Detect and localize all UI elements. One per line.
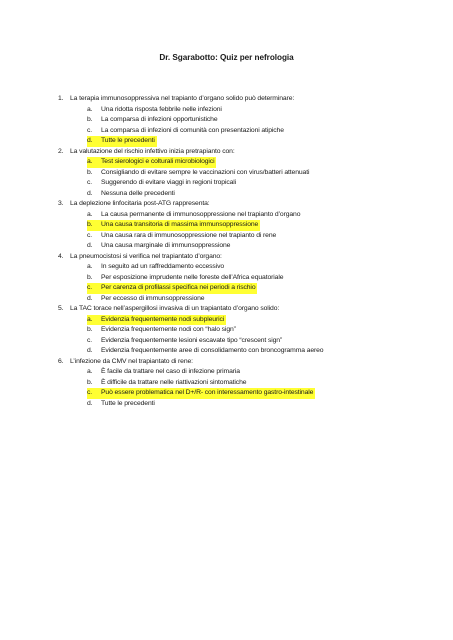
option-4c-highlighted [58,283,433,294]
question-number: 2. [58,147,64,155]
question-text: La TAC torace nell’aspergillosi invasiva di un trapiantato d’organo solido: [70,305,280,312]
question-4 [58,252,433,263]
option-text: Per carenza di profilassi specifica nei periodi a rischio [101,283,257,294]
option-5c [58,336,433,347]
question-text: La terapia immunosoppressiva nel trapianto d’organo solido può determinare: [70,95,295,102]
option-4a [58,262,433,273]
option-text: Evidenzia frequentemente aree di consolidamento con broncogramma aereo [101,347,324,354]
option-text: È facile da trattare nel caso di infezione primaria [101,368,240,375]
option-3c [58,231,433,242]
option-text: Una causa rara di immunosoppressione nel trapianto di rene [101,231,277,239]
option-6d [58,399,433,410]
question-number: 6. [58,357,64,365]
option-1c [58,126,433,137]
option-3a [58,210,433,221]
option-1b [58,115,433,126]
question-text: La deplezione linfocitaria post-ATG rappresenta: [70,200,210,207]
option-text: Evidenzia frequentemente lesioni escavate tipo “crescent sign” [101,336,283,344]
option-4b [58,273,433,284]
option-letter: b. [87,273,93,281]
option-6c-highlighted [58,388,433,399]
option-letter: b. [87,168,93,176]
option-letter: b. [87,116,93,123]
option-letter: a. [87,210,93,218]
option-text: Tutte le precedenti [101,136,157,147]
question-6 [58,357,433,368]
option-letter: c. [87,231,93,239]
document-title: Dr. Sgarabotto: Quiz per nefrologia [159,53,294,62]
option-letter: a. [87,368,93,375]
question-text: La valutazione del rischio infettivo inizia pretrapianto con: [70,147,235,155]
question-1 [58,94,433,105]
question-3 [58,199,433,210]
option-2b [58,168,433,179]
option-6b [58,378,433,389]
question-number: 5. [58,305,64,312]
option-letter: d. [87,242,93,249]
option-text: Nessuna delle precedenti [101,189,175,197]
question-number: 3. [58,200,64,207]
option-1a [58,105,433,116]
option-text: Test sierologici e colturali microbiologici [101,157,216,168]
option-2d [58,189,433,200]
quiz-list [58,94,433,409]
option-2c [58,178,433,189]
question-text: La pneumocistosi si verifica nel trapiantato d’organo: [70,252,222,260]
option-5a-highlighted [58,315,433,326]
option-text: In seguito ad un raffreddamento eccessivo [101,263,225,270]
option-5b [58,325,433,336]
option-text: Per eccesso di immunsoppressione [101,294,205,302]
option-text: Per esposizione imprudente nelle foreste dell’Africa equatoriale [101,273,284,281]
option-letter: a. [87,263,93,270]
option-2a-highlighted [58,157,433,168]
option-text: Una causa marginale di immunsoppressione [101,242,231,249]
option-text: Tutte le precedenti [101,399,155,407]
option-letter: a. [87,315,101,326]
option-letter: c. [87,283,101,294]
option-text: La comparsa di infezioni opportunistiche [101,116,218,123]
option-text: Consigliando di evitare sempre le vaccinazioni con virus/batteri attenuati [101,168,310,176]
question-number: 4. [58,252,64,260]
option-letter: d. [87,347,93,354]
option-4d [58,294,433,305]
option-letter: d. [87,189,93,197]
option-text: Una ridotta risposta febbrile nelle infezioni [101,105,222,113]
question-number: 1. [58,95,64,102]
option-letter: d. [87,136,101,147]
option-text: Può essere problematica nel D+/R- con interessamento gastro-intestinale [101,388,315,399]
option-text: Evidenzia frequentemente nodi subpleurici [101,315,226,326]
option-3d [58,241,433,252]
question-5 [58,304,433,315]
option-text: La comparsa di infezioni di comunità con presentazioni atipiche [101,126,284,134]
option-letter: d. [87,294,93,302]
option-text: La causa permanente di immunosoppressione nel trapianto d’organo [101,210,301,218]
option-letter: c. [87,126,93,134]
option-6a [58,367,433,378]
option-text: Evidenzia frequentemente nodi con “halo sign” [101,326,236,333]
option-letter: a. [87,157,101,168]
option-letter: a. [87,105,93,113]
option-letter: b. [87,326,93,333]
option-letter: c. [87,336,93,344]
option-letter: c. [87,388,101,399]
option-text: Una causa transitoria di massima immunsoppressione [101,220,260,231]
option-text: È difficile da trattare nelle riattivazioni sintomatiche [101,378,247,386]
option-text: Suggerendo di evitare viaggi in regioni tropicali [101,179,237,186]
option-letter: c. [87,179,93,186]
option-letter: b. [87,220,101,231]
question-text: L’infezione da CMV nel trapiantato di rene: [70,357,193,365]
option-5d [58,346,433,357]
option-letter: b. [87,378,93,386]
question-2 [58,147,433,158]
option-1d-highlighted [58,136,433,147]
option-letter: d. [87,399,93,407]
option-3b-highlighted [58,220,433,231]
